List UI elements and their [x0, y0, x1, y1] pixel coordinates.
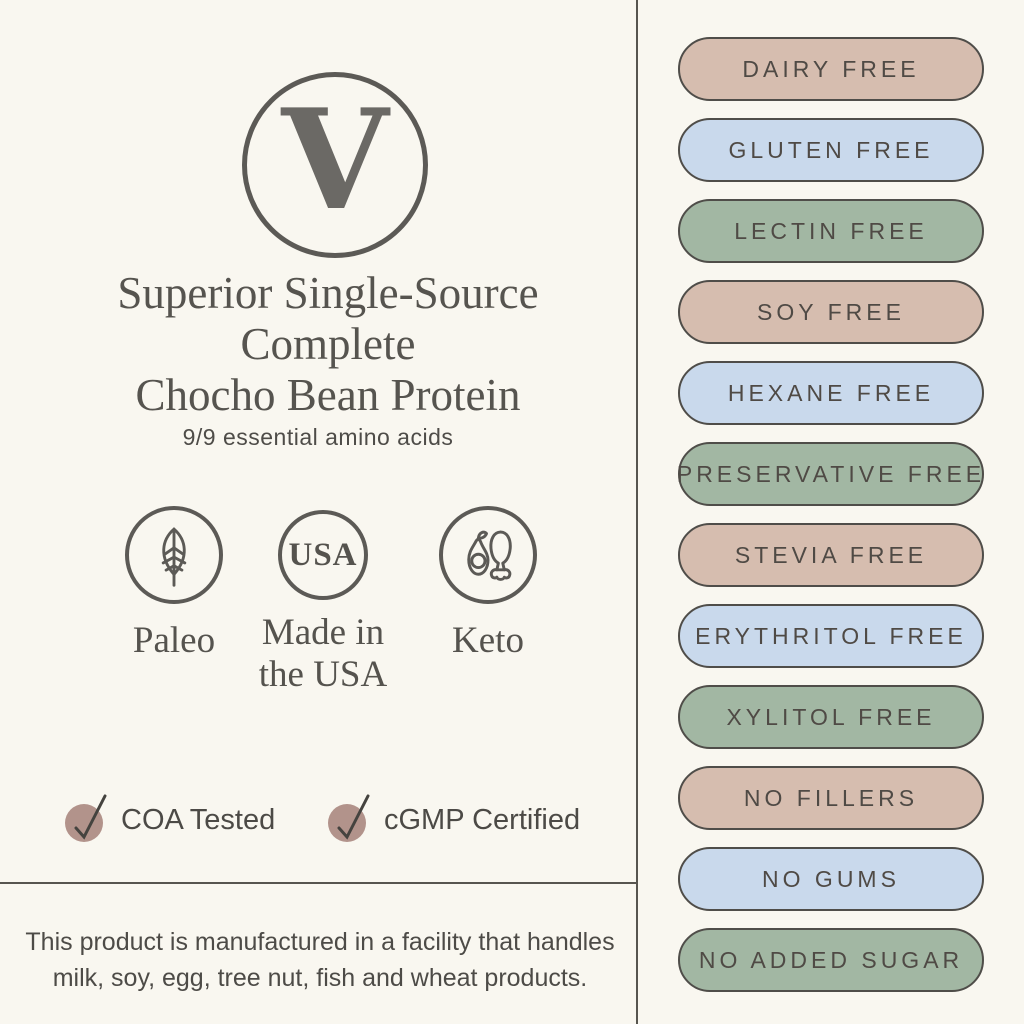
product-title: [20, 268, 636, 421]
feature-paleo: [89, 506, 259, 662]
attribute-badge: [678, 928, 984, 992]
attribute-badge: [678, 766, 984, 830]
badge-label: HEXANE FREE: [727, 379, 935, 406]
badge-label: SOY FREE: [757, 298, 905, 325]
badge-label: STEVIA FREE: [734, 541, 928, 568]
brand-logo: [242, 72, 428, 258]
cert-label-cgmp: cGMP Certified: [384, 803, 581, 836]
attribute-badge: [678, 361, 984, 425]
title-line-1: Superior Single-Source: [117, 268, 539, 318]
brand-logo-letter: V: [281, 78, 389, 241]
amino-acids-subtitle: 9/9 essential amino acids: [182, 424, 454, 450]
attribute-badge: [678, 685, 984, 749]
badge-label: NO FILLERS: [743, 784, 919, 811]
badge-label: PRESERVATIVE FREE: [676, 460, 986, 487]
horizontal-divider: [0, 882, 637, 884]
feature-label-paleo: Paleo: [132, 620, 216, 661]
attribute-badge: [678, 118, 984, 182]
check-icon: [328, 794, 368, 846]
leaf-icon: [125, 506, 223, 604]
feature-keto: [403, 506, 573, 662]
feature-made-in-usa: [238, 506, 408, 696]
keto-icon: [439, 506, 537, 604]
badge-label: DAIRY FREE: [742, 55, 920, 82]
attribute-badge: [678, 442, 984, 506]
attribute-badge: [678, 199, 984, 263]
check-icon: [65, 794, 105, 846]
attribute-badge: [678, 280, 984, 344]
attribute-badge: [678, 37, 984, 101]
feature-label-usa: Made in the USA: [258, 612, 388, 695]
usa-icon: [278, 510, 368, 600]
badge-label: XYLITOL FREE: [726, 703, 936, 730]
disclaimer-line-2: milk, soy, egg, tree nut, fish and wheat products.: [52, 964, 588, 992]
badge-label: LECTIN FREE: [734, 217, 928, 244]
title-line-3: Chocho Bean Protein: [135, 370, 521, 420]
disclaimer-line-1: This product is manufactured in a facility that handles: [25, 928, 615, 956]
cert-coa-tested: [65, 794, 275, 846]
badge-label: ERYTHRITOL FREE: [695, 622, 967, 649]
allergen-disclaimer: [0, 924, 640, 996]
title-line-2: Complete: [240, 319, 416, 369]
attribute-badge: [678, 847, 984, 911]
usa-icon-text: USA: [288, 536, 358, 573]
cert-label-coa: COA Tested: [121, 803, 276, 836]
attribute-badge: [678, 604, 984, 668]
feature-label-keto: Keto: [452, 620, 524, 661]
badge-label: GLUTEN FREE: [728, 136, 934, 163]
badge-label: NO GUMS: [762, 865, 900, 892]
attribute-badge: [678, 523, 984, 587]
badge-label: NO ADDED SUGAR: [698, 946, 964, 973]
badge-list: [638, 0, 1024, 1024]
cert-cgmp-certified: [328, 794, 580, 846]
